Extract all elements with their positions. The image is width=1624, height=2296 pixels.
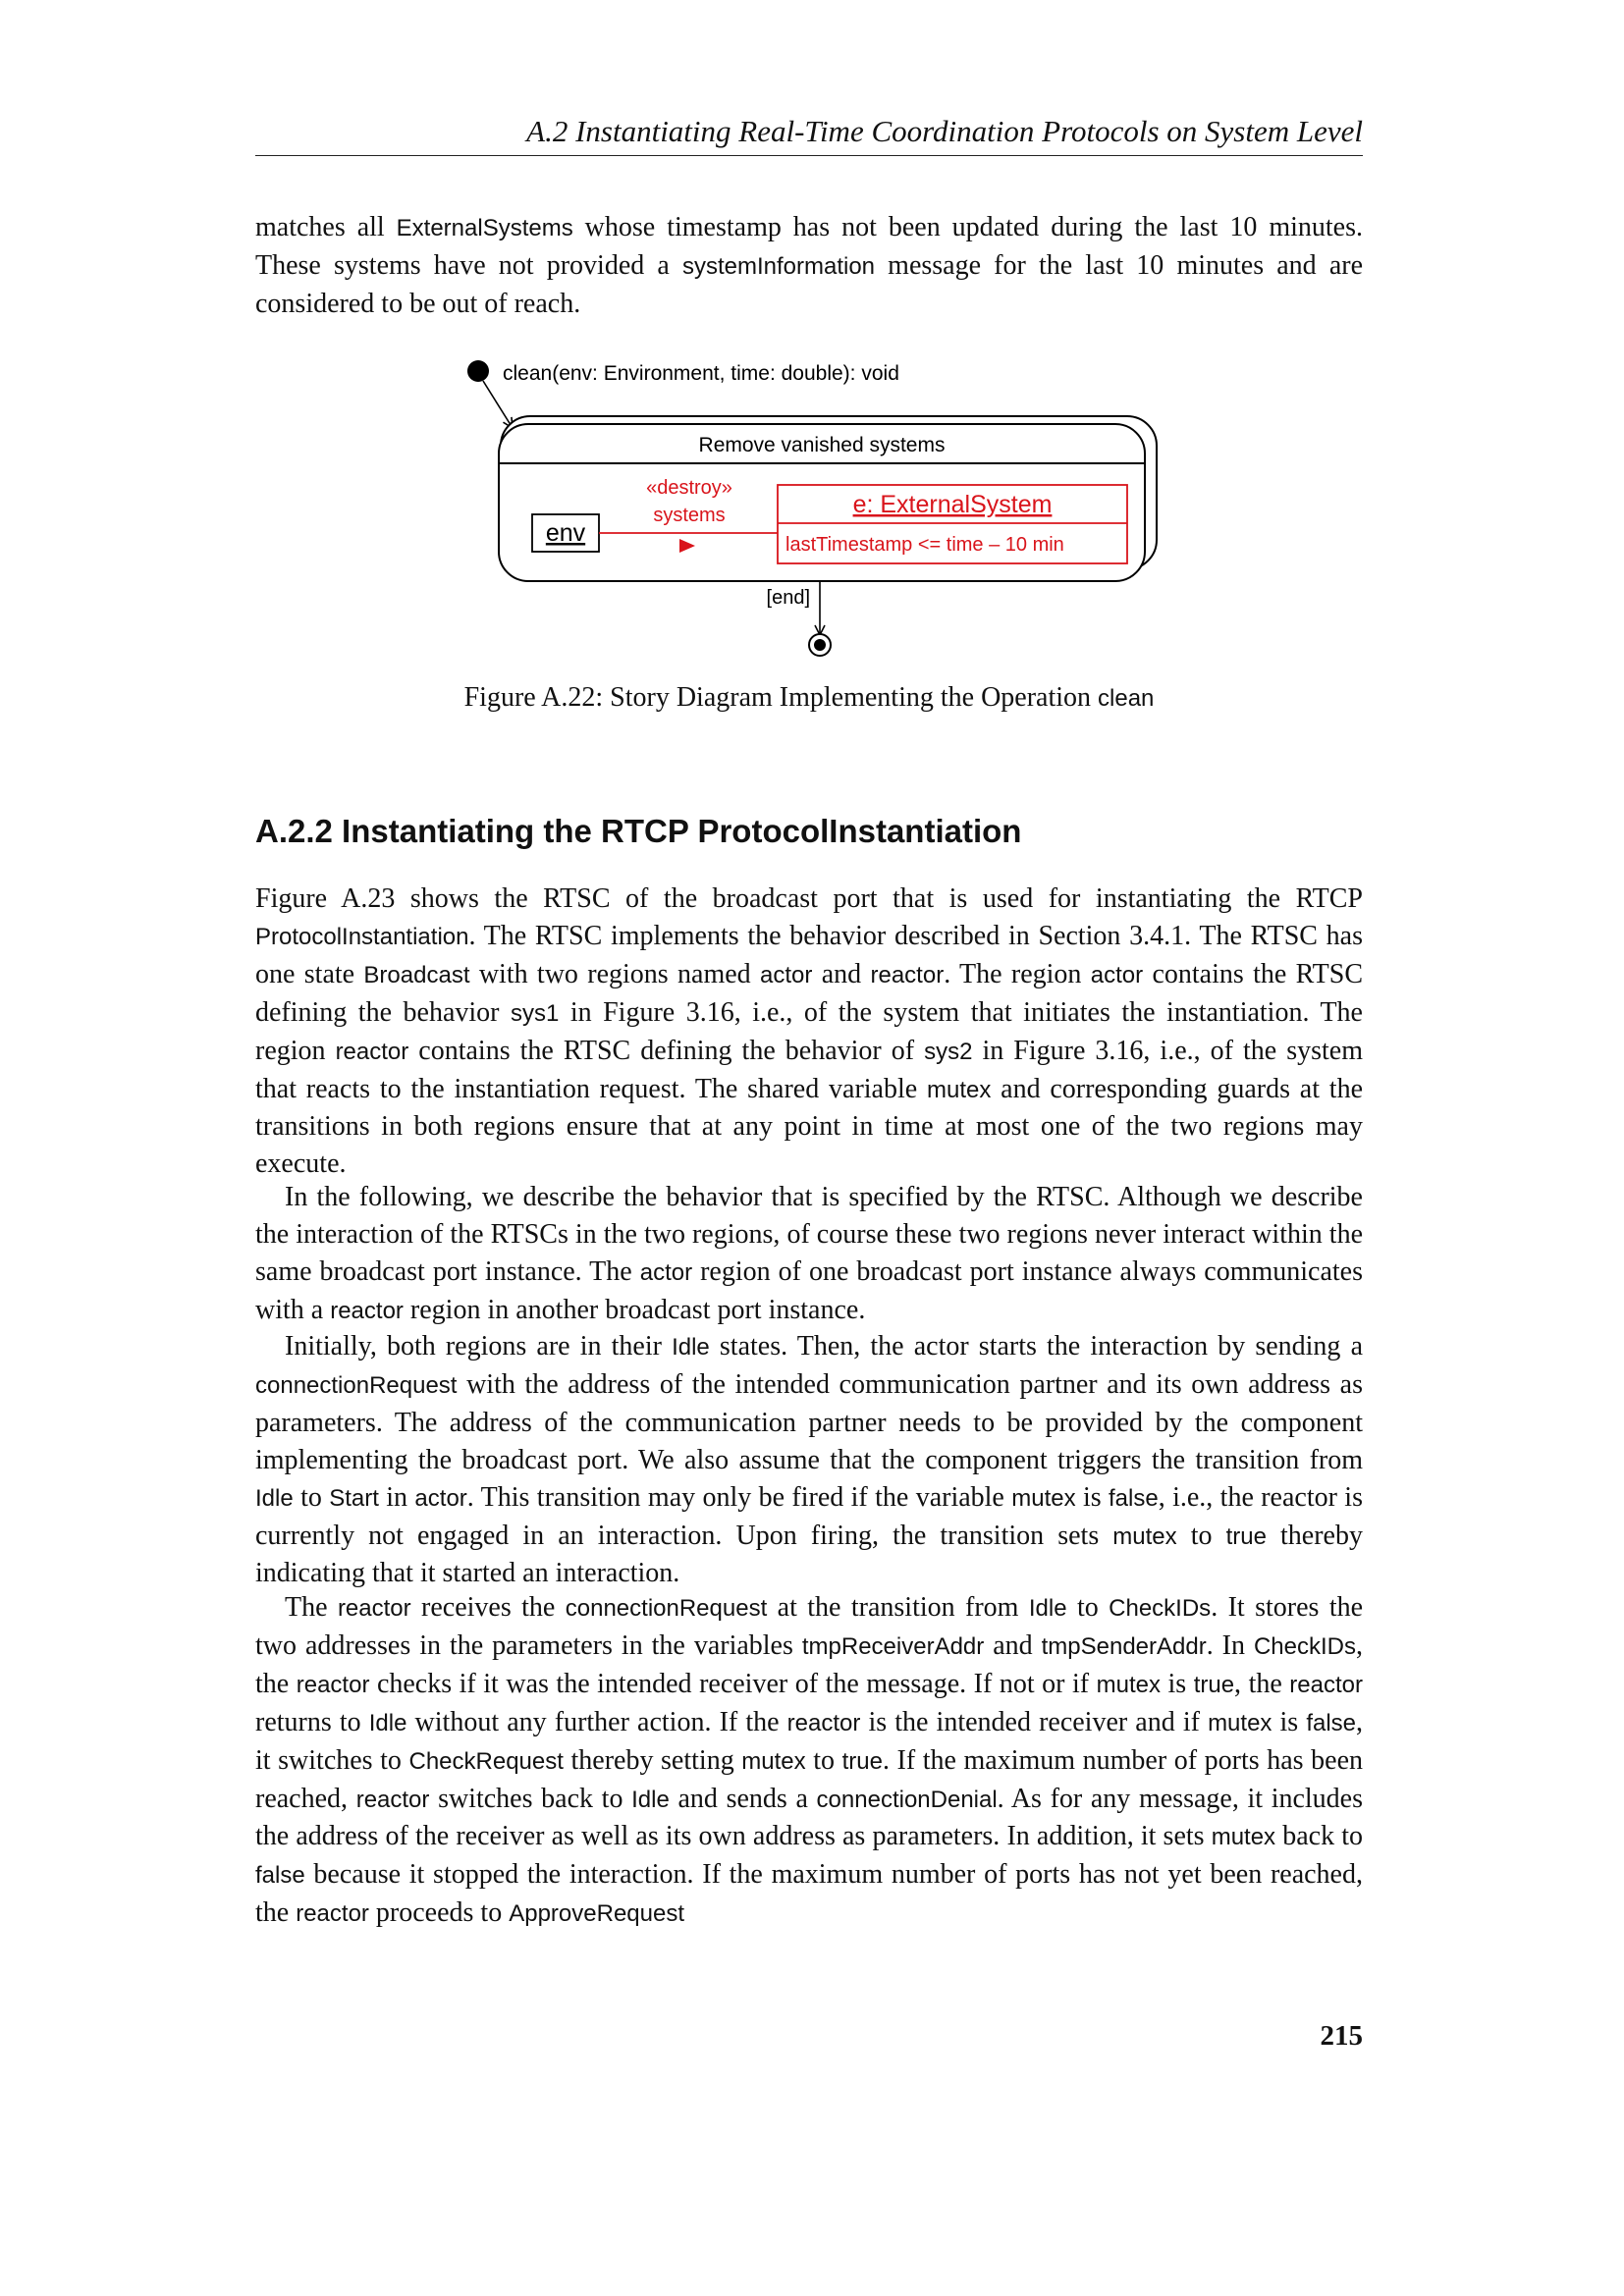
- initial-node: [467, 360, 489, 382]
- body-paragraph-4: The reactor receives the connectionRequest at the transition from Idle to CheckIDs. It stores the two addresses in the parameters in the variables tmpReceiverAddr and tmpSenderAddr. In CheckIDs, the reactor checks if it was the intended receiver of the message. If not or if mutex is true, the reactor returns to Idle without any further action. If the reactor is the intended receiver and if mutex is false, it switches to CheckRequest thereby setting mutex to true. If the maximum number of ports has been reached, reactor switches back to Idle and sends a connectionDenial. As for any message, it includes the address of the receiver as well as its own address as parameters. In addition, it sets mutex back to false because it stopped the interaction. If the maximum number of ports has not yet been reached, the reactor proceeds to ApproveRequest: [255, 1592, 1364, 1929]
- body-paragraph-2: In the following, we describe the behavior that is specified by the RTSC. Although we describe the interaction of the RTSCs in the two regions, of course these two regions never interact within the same broadcast port instance. The actor region of one broadcast port instance always communicates with a reactor region in another broadcast port instance.: [255, 1182, 1364, 1325]
- destroy-link-label: systems: [653, 505, 726, 526]
- destroy-stereotype: «destroy»: [646, 477, 732, 499]
- running-title: A.2 Instantiating Real-Time Coordination Protocols on System Level: [526, 114, 1363, 148]
- start-transition: [483, 381, 513, 428]
- final-node-dot: [814, 639, 826, 651]
- story-diagram: [452, 353, 1168, 667]
- body-paragraph-3: Initially, both regions are in their Idle states. Then, the actor starts the interaction by sending a connectionRequest with the address of the intended communication partner and its own address as parameters. The address of the communication partner needs to be provided by the component implementing the broadcast port. We also assume that the component triggers the transition from Idle to Start in actor. This transition may only be fired if the variable mutex is false, i.e., the reactor is currently not engaged in an interaction. Upon firing, the transition sets mutex to true thereby indicating that it started an interaction.: [255, 1331, 1363, 1589]
- target-object-constraint: lastTimestamp <= time – 10 min: [785, 534, 1064, 556]
- env-object-label: env: [545, 519, 586, 547]
- section-heading: A.2.2 Instantiating the RTCP ProtocolInstantiation: [255, 813, 1022, 849]
- end-guard: [end]: [766, 587, 810, 609]
- activity-name: Remove vanished systems: [698, 434, 946, 456]
- page-number: 215: [1320, 2020, 1363, 2052]
- figure-caption: Figure A.22: Story Diagram Implementing the Operation clean: [463, 682, 1155, 713]
- target-object-name: e: ExternalSystem: [852, 491, 1053, 518]
- running-header: [255, 108, 1363, 156]
- body-paragraph-1: Figure A.23 shows the RTSC of the broadcast port that is used for instantiating the RTCP ProtocolInstantiation. The RTSC implements the behavior described in Section 3.4.1. The RTSC has one state Broadcast with two regions named actor and reactor. The region actor contains the RTSC defining the behavior sys1 in Figure 3.16, i.e., of the system that initiates the instantiation. The region reactor contains the RTSC defining the behavior of sys2 in Figure 3.16, i.e., of the system that reacts to the instantiation request. The shared variable mutex and corresponding guards at the transitions in both regions ensure that at any point in time at most one of the two regions may execute.: [255, 883, 1363, 1180]
- operation-signature: clean(env: Environment, time: double): void: [503, 362, 899, 385]
- intro-paragraph: matches all ExternalSystems whose timestamp has not been updated during the last 10 minutes. These systems have not provided a systemInformation message for the last 10 minutes and are considered to be out of reach.: [255, 212, 1363, 319]
